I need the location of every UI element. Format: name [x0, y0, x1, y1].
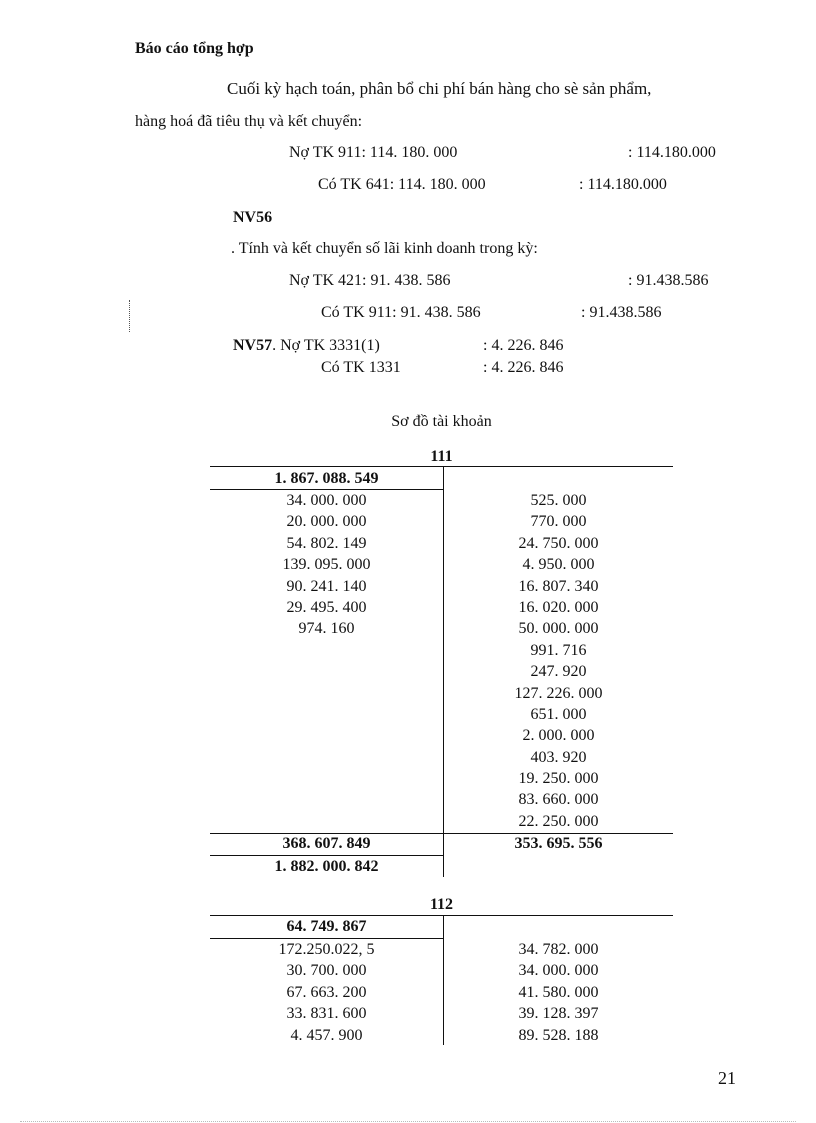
nv56-description: . Tính và kết chuyển số lãi kinh doanh trong kỳ: — [231, 240, 538, 257]
nv57-credit-amount: : 4. 226. 846 — [483, 359, 564, 376]
account-111-closing-rule — [210, 855, 443, 856]
entry1-debit: Nợ TK 911: 114. 180. 000 — [289, 144, 458, 161]
margin-marker — [129, 300, 130, 332]
nv56-credit-amount: : 91.438.586 — [581, 304, 662, 321]
account-112-credit-column — [444, 939, 673, 1046]
account-111-credit-entry: 127. 226. 000 — [514, 684, 603, 702]
account-111-credit-entry: 2. 000. 000 — [522, 727, 595, 745]
nv57-debit: . Nợ TK 3331(1) — [272, 337, 380, 354]
account-112-debit-column — [210, 939, 443, 1046]
nv56-credit: Có TK 911: 91. 438. 586 — [321, 304, 481, 321]
account-111-credit-entry: 83. 660. 000 — [518, 791, 599, 809]
account-111-credit-entry: 19. 250. 000 — [518, 770, 599, 788]
nv56-debit: Nợ TK 421: 91. 438. 586 — [289, 272, 451, 289]
account-111-credit-entry: 16. 020. 000 — [518, 598, 599, 616]
account-111-credit-entry: 525. 000 — [530, 492, 587, 509]
entry1-debit-amount: : 114.180.000 — [628, 144, 716, 161]
account-111-credit-entry: 991. 716 — [530, 641, 587, 659]
account-112-debit-entry: 4. 457. 900 — [290, 1026, 363, 1044]
nv56-label: NV56 — [233, 209, 273, 226]
nv57-debit-line — [233, 337, 380, 355]
account-111-credit-column — [444, 490, 673, 832]
account-111-opening: 1. 867. 088. 549 — [274, 470, 379, 487]
nv57-credit: Có TK 1331 — [321, 359, 401, 376]
account-111-debit-entry: 29. 495. 400 — [286, 598, 367, 616]
account-111-debit-entry: 139. 095. 000 — [282, 556, 371, 574]
account-112-debit-entry: 33. 831. 600 — [286, 1005, 367, 1023]
account-112-credit-entry: 89. 528. 188 — [518, 1026, 599, 1044]
intro-line-2: hàng hoá đã tiêu thụ và kết chuyển: — [135, 113, 363, 130]
account-112-credit-entry: 34. 782. 000 — [518, 941, 599, 958]
nv57-label: NV57 — [233, 337, 273, 354]
account-111-credit-entry: 50. 000. 000 — [518, 620, 599, 638]
account-112-debit-entry: 30. 700. 000 — [286, 962, 367, 980]
diagram-title: Sơ đồ tài khoản — [391, 413, 492, 430]
account-111-credit-entry: 403. 920 — [530, 748, 587, 766]
account-111-name: 111 — [430, 448, 453, 465]
account-111-credit-entry: 22. 250. 000 — [518, 812, 599, 830]
account-111-debit-entry: 90. 241. 140 — [286, 577, 367, 595]
account-111-debit-column — [210, 490, 443, 640]
account-112-credit-entry: 34. 000. 000 — [518, 962, 599, 980]
page-edge-marker — [20, 1121, 796, 1122]
nv56-debit-amount: : 91.438.586 — [628, 272, 709, 289]
account-111-total-credit: 353. 695. 556 — [514, 835, 603, 852]
page-number: 21 — [718, 1068, 736, 1088]
account-111-total-rule — [210, 833, 673, 834]
account-111-credit-entry: 24. 750. 000 — [518, 534, 599, 552]
account-111-debit-entry: 34. 000. 000 — [286, 492, 367, 509]
account-112-opening: 64. 749. 867 — [286, 918, 367, 935]
account-111-top-rule — [210, 466, 673, 467]
account-112-credit-entry: 41. 580. 000 — [518, 983, 599, 1001]
account-111-credit-entry: 16. 807. 340 — [518, 577, 599, 595]
report-title: Báo cáo tổng hợp — [135, 40, 254, 57]
account-111-credit-entry: 651. 000 — [530, 705, 587, 723]
account-111-credit-entry: 247. 920 — [530, 663, 587, 681]
account-111-credit-entry: 4. 950. 000 — [522, 556, 595, 574]
nv57-debit-amount: : 4. 226. 846 — [483, 337, 564, 354]
entry1-credit-amount: : 114.180.000 — [579, 176, 667, 193]
account-112-credit-entry: 39. 128. 397 — [518, 1005, 599, 1023]
account-112-top-rule — [210, 915, 673, 916]
account-111-debit-entry: 974. 160 — [298, 620, 355, 638]
entry1-credit: Có TK 641: 114. 180. 000 — [318, 176, 486, 193]
account-112-debit-entry: 172.250.022, 5 — [278, 941, 375, 958]
account-112-debit-entry: 67. 663. 200 — [286, 983, 367, 1001]
account-112-name: 112 — [429, 896, 454, 913]
intro-line-1: Cuối kỳ hạch toán, phân bổ chi phí bán hàng cho sè sản phẩm, — [227, 79, 652, 98]
account-111-closing: 1. 882. 000. 842 — [274, 858, 379, 875]
account-111-total-debit: 368. 607. 849 — [282, 835, 371, 852]
account-111-credit-entry: 770. 000 — [530, 513, 587, 531]
account-111-debit-entry: 54. 802. 149 — [286, 534, 367, 552]
account-111-debit-entry: 20. 000. 000 — [286, 513, 367, 531]
